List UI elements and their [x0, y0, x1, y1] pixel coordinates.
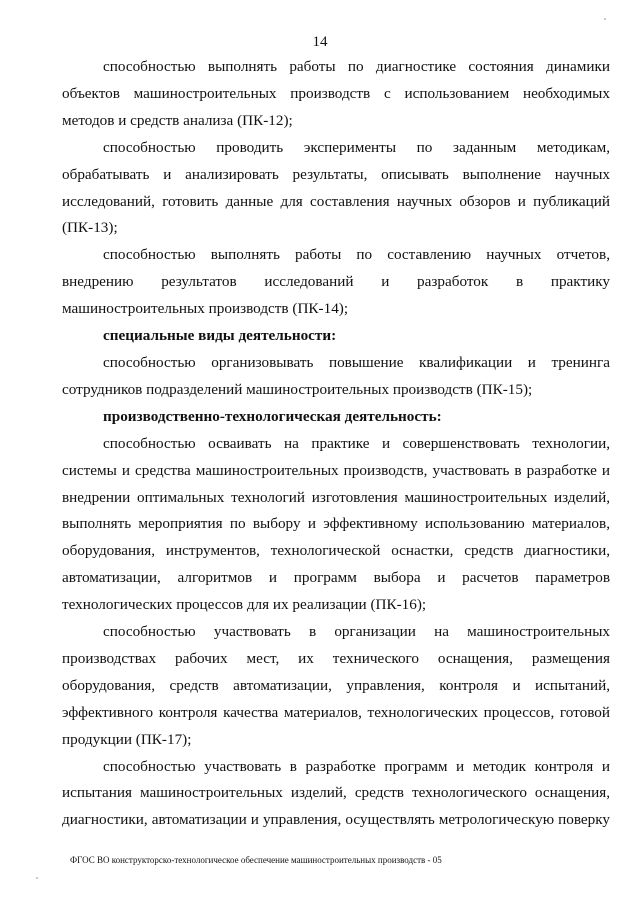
paragraph-continued: способностью участвовать в разработке программ и методик контроля и испытания машиностроительных изделий, средств технологического оснащения, диагностики, автоматизации и управления, осуществлять метрологическую поверку [62, 757, 610, 829]
section-heading-production: производственно-технологическая деятельность: [103, 407, 442, 425]
paragraph-pk14: способностью выполнять работы по составлению научных отчетов, внедрению результатов исследований и разработок в практику машиностроительных производств (ПК-14); [62, 246, 610, 318]
page-number: 14 [312, 34, 328, 50]
paragraph-pk16: способностью осваивать на практике и совершенствовать технологии, системы и средства машиностроительных производств, участвовать в разработке и внедрении оптимальных технологий изготовления машиностроительных изделий, выполнять мероприятия по выбору и эффективному использованию материалов, оборудования, инструментов, технологической оснастки, средств диагностики, автоматизации, алгоритмов и программ выбора и расчетов параметров технологических процессов для их реализации (ПК-16); [62, 434, 610, 614]
paragraph-pk13: способностью проводить эксперименты по заданным методикам, обрабатывать и анализировать результаты, описывать выполнение научных исследований, готовить данные для составления научных обзоров и публикаций (ПК-13); [62, 138, 610, 237]
document-body [62, 54, 610, 834]
scan-speck [36, 877, 38, 879]
section-heading-special: специальные виды деятельности: [103, 327, 337, 345]
scan-speck [604, 18, 606, 20]
page-footer: ФГОС ВО конструкторско-технологическое обеспечение машиностроительных производств - 05 [70, 855, 442, 865]
paragraph-pk12: способностью выполнять работы по диагностике состояния динамики объектов машиностроительных производств с использованием необходимых методов и средств анализа (ПК-12); [62, 58, 610, 129]
paragraph-pk15: способностью организовывать повышение квалификации и тренинга сотрудников подразделений машиностроительных производств (ПК-15); [62, 353, 610, 398]
paragraph-pk17: способностью участвовать в организации на машиностроительных производствах рабочих мест, их технического оснащения, размещения оборудования, средств автоматизации, управления, контроля и испытаний, эффективного контроля качества материалов, технологических процессов, готовой продукции (ПК-17); [62, 623, 610, 748]
